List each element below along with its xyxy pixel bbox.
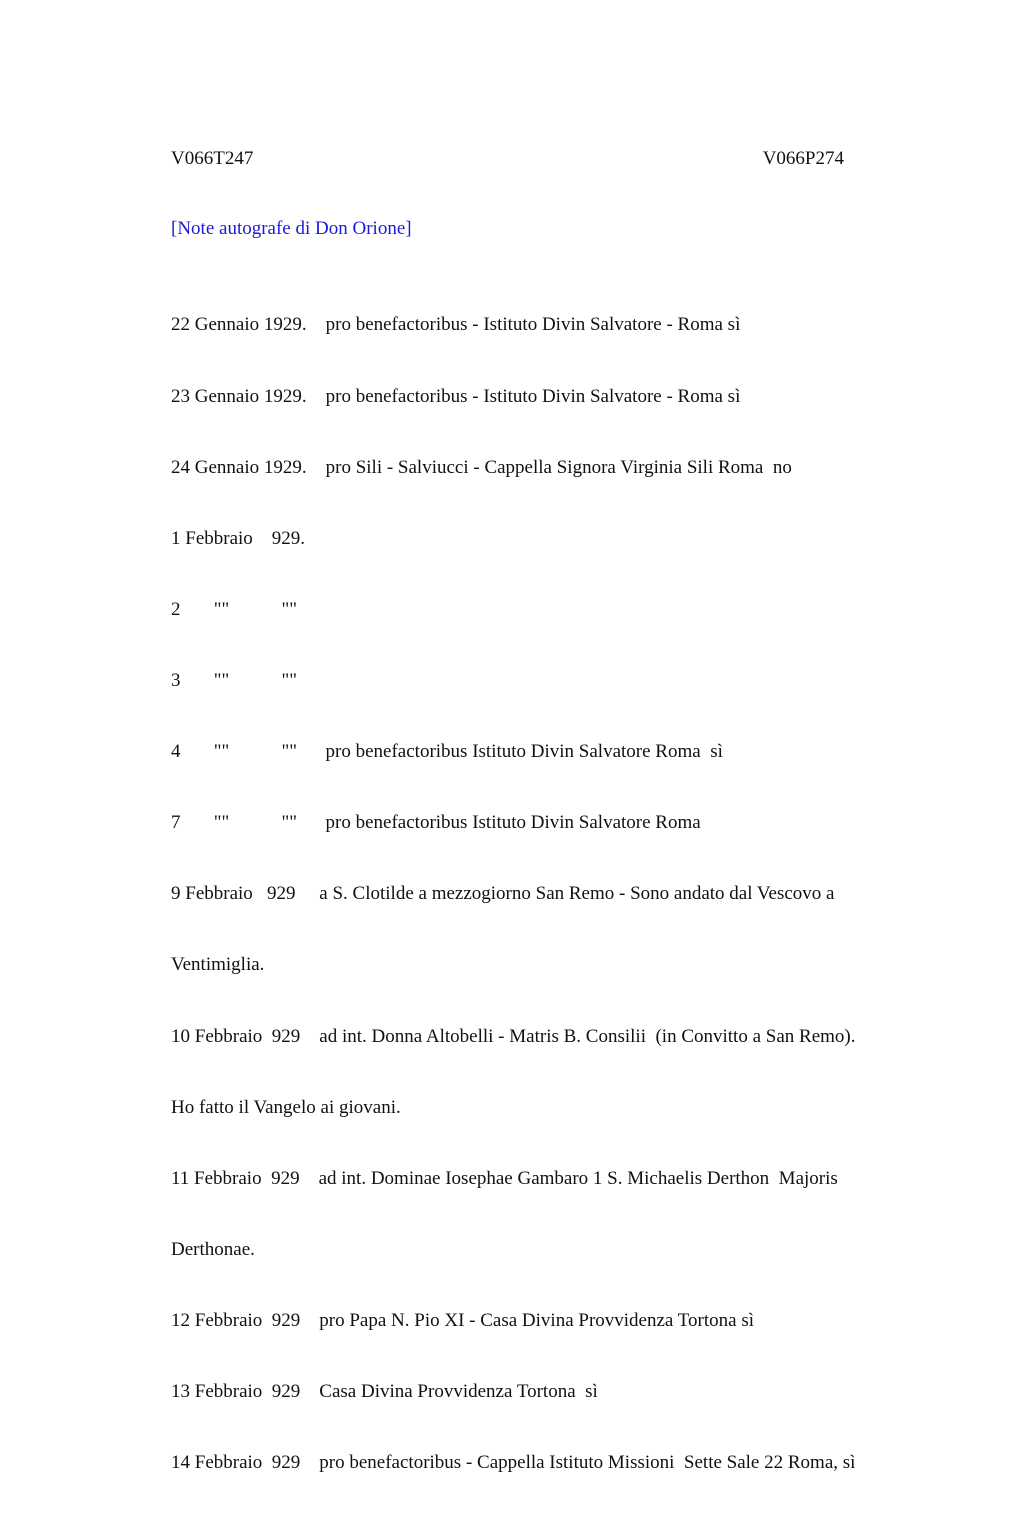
- entry-line: 24 Gennaio 1929. pro Sili - Salviucci - Cappella Signora Virginia Sili Roma no: [171, 456, 792, 478]
- entry-line: 2 "" "": [171, 598, 298, 620]
- entry-line: Derthonae.: [171, 1238, 255, 1260]
- entry-line: 7 "" "" pro benefactoribus Istituto Divin Salvatore Roma: [171, 812, 701, 834]
- entry-line: Ventimiglia.: [171, 954, 265, 976]
- entry-line: 11 Febbraio 929 ad int. Dominae Iosephae Gambaro 1 S. Michaelis Derthon Majoris: [171, 1167, 838, 1189]
- entry-line: 12 Febbraio 929 pro Papa N. Pio XI - Casa Divina Provvidenza Tortona sì: [171, 1309, 755, 1331]
- entry-line: 14 Febbraio 929 pro benefactoribus - Cappella Istituto Missioni Sette Sale 22 Roma, sì: [171, 1452, 856, 1474]
- entry-line: 22 Gennaio 1929. pro benefactoribus - Istituto Divin Salvatore - Roma sì: [171, 314, 741, 336]
- entry-line: 10 Febbraio 929 ad int. Donna Altobelli - Matris B. Consilii (in Convitto a San Remo).: [171, 1025, 856, 1047]
- page-header: [171, 147, 844, 171]
- entry-line: 13 Febbraio 929 Casa Divina Provvidenza Tortona sì: [171, 1381, 598, 1403]
- entry-line: 1 Febbraio 929.: [171, 527, 306, 549]
- document-code-right: V066P274: [762, 148, 844, 169]
- entry-line: 3 "" "": [171, 669, 298, 691]
- entry-line: 4 "" "" pro benefactoribus Istituto Divin Salvatore Roma sì: [171, 741, 723, 763]
- entry-line: Ho fatto il Vangelo ai giovani.: [171, 1096, 401, 1118]
- entry-line: 9 Febbraio 929 a S. Clotilde a mezzogiorno San Remo - Sono andato dal Vescovo a: [171, 883, 835, 905]
- diary-entries: [171, 266, 931, 1522]
- entry-line: 23 Gennaio 1929. pro benefactoribus - Istituto Divin Salvatore - Roma sì: [171, 385, 741, 407]
- document-code-left: V066T247: [171, 148, 254, 169]
- note-title: [Note autografe di Don Orione]: [171, 218, 412, 239]
